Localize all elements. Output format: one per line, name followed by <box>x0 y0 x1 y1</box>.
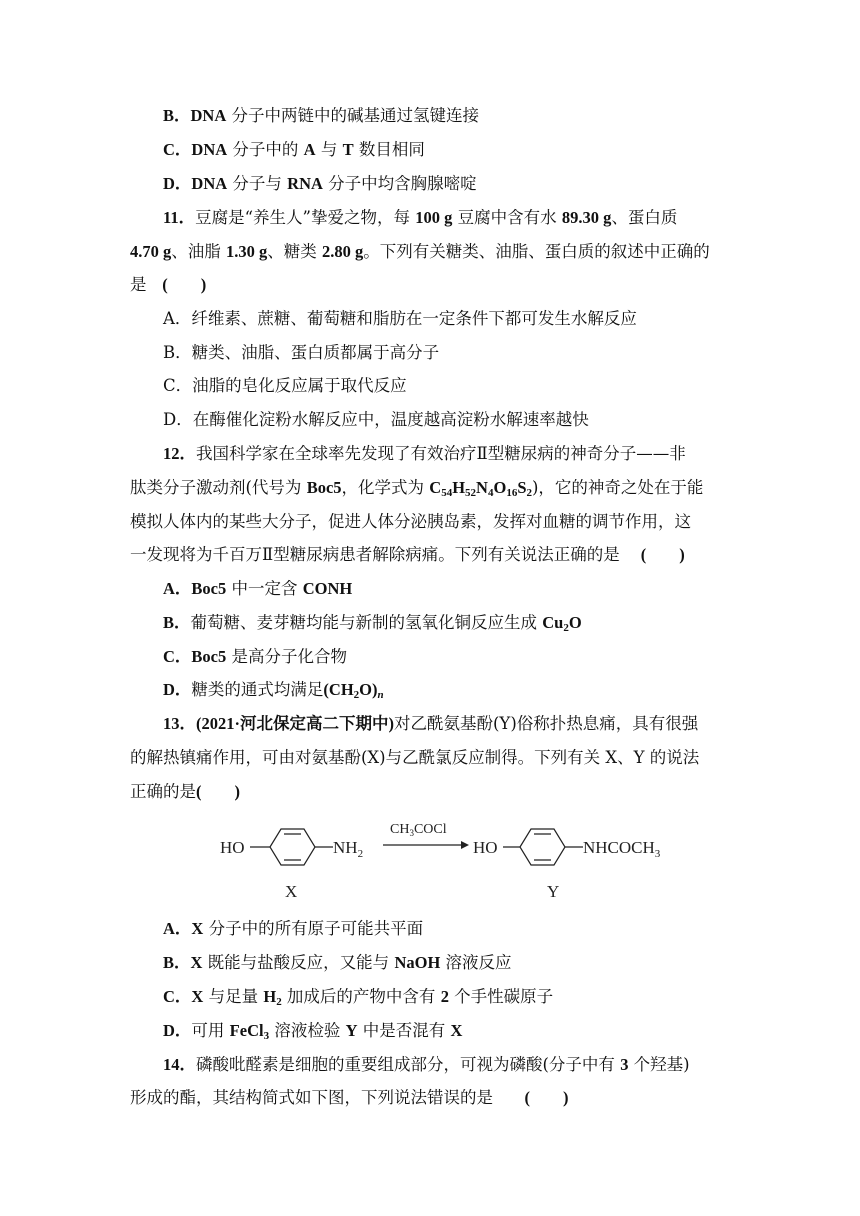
reaction-scheme <box>215 815 695 907</box>
q13-stem-line1: 13．(2021·河北保定高二下期中)对乙酰氨基酚(Y)俗称扑热息痛，具有很强 <box>163 714 699 733</box>
hydroxyl-label-x: HO <box>220 838 245 857</box>
label-x: X <box>285 882 298 901</box>
q10-option-c: C．DNA 分子中的 A 与 T 数目相同 <box>163 140 425 159</box>
answer-paren: ( ) <box>196 782 240 801</box>
q12-stem-line3: 模拟人体内的某些大分子，促进人体分泌胰岛素，发挥对血糖的调节作用，这 <box>130 512 691 531</box>
acetamido-label: $NHCOCH_3$ <box>583 838 661 860</box>
q13-option-c: C．X 与足量 $H_2$ 加成后的产物中含有 2 个手性碳原子 <box>163 987 554 1008</box>
answer-paren: ( ) <box>524 1088 569 1107</box>
q13-stem-line3: 正确的是( ) <box>130 782 240 801</box>
question-source: (2021·河北保定高二下期中) <box>196 714 394 733</box>
q12-option-b: B．葡萄糖、麦芽糖均能与新制的氢氧化铜反应生成 $Cu_2O$ <box>163 613 582 634</box>
q12-stem-line1: 12．我国科学家在全球率先发现了有效治疗Ⅱ型糖尿病的神奇分子——非 <box>163 444 686 463</box>
q12-stem-line2: 肽类分子激动剂(代号为 Boc5，化学式为 $C_{54}H_{52}N_4O_{16}S_2$)，它的神奇之处在于能 <box>130 478 704 499</box>
answer-paren: ( ) <box>162 275 207 294</box>
hydroxyl-label-y: HO <box>473 838 498 857</box>
benzene-ring-y <box>520 829 565 865</box>
q11-stem-line2: 4.70 g、油脂 1.30 g、糖类 2.80 g。下列有关糖类、油脂、蛋白质的叙述中正确的 <box>130 242 710 261</box>
q11-option-a: A．纤维素、蔗糖、葡萄糖和脂肪在一定条件下都可发生水解反应 <box>163 309 637 328</box>
q11-stem-line1: 11．豆腐是“养生人”挚爱之物，每 100 g 豆腐中含有水 89.30 g、蛋白质 <box>163 208 678 227</box>
q11-option-b: B．糖类、油脂、蛋白质都属于高分子 <box>163 343 440 362</box>
q11-option-c: C．油脂的皂化反应属于取代反应 <box>163 376 407 395</box>
answer-paren: ( ) <box>640 545 685 564</box>
q14-stem-line1: 14．磷酸吡醛素是细胞的重要组成部分，可视为磷酸(分子中有 3 个羟基) <box>163 1055 690 1074</box>
q13-option-d: D．可用 FeCl$_3$ 溶液检验 Y 中是否混有 X <box>163 1021 463 1042</box>
q11-stem-line3: 是 ( ) <box>130 275 207 294</box>
q13-stem-line2: 的解热镇痛作用，可由对氨基酚(X)与乙酰氯反应制得。下列有关 X、Y 的说法 <box>130 748 700 767</box>
reaction-arrow <box>383 841 469 849</box>
label-y: Y <box>547 882 560 901</box>
q12-option-a: A．Boc5 中一定含 CONH <box>163 579 353 598</box>
q12-option-d: D．糖类的通式均满足$(CH_2O)_n$ <box>163 680 384 701</box>
q11-option-d: D．在酶催化淀粉水解反应中，温度越高淀粉水解速率越快 <box>163 410 589 429</box>
q10-option-d: D．DNA 分子与 RNA 分子中均含胸腺嘧啶 <box>163 174 477 193</box>
amino-label: $NH_2$ <box>333 838 364 860</box>
benzene-ring-x <box>270 829 315 865</box>
q12-option-c: C．Boc5 是高分子化合物 <box>163 647 348 666</box>
q10-option-b: B．DNA 分子中两链中的碱基通过氢键连接 <box>163 106 480 125</box>
chemical-formula: $C_{54}H_{52}N_4O_{16}S_2$ <box>429 478 532 499</box>
q12-stem-line4: 一发现将为千百万Ⅱ型糖尿病患者解除病痛。下列有关说法正确的是 ( ) <box>130 545 685 564</box>
q14-stem-line2: 形成的酯，其结构简式如下图，下列说法错误的是 ( ) <box>130 1088 569 1107</box>
q13-option-b: B．X 既能与盐酸反应，又能与 NaOH 溶液反应 <box>163 953 512 972</box>
q13-option-a: A．X 分子中的所有原子可能共平面 <box>163 919 424 938</box>
reagent-label: $CH_3COCl$ <box>390 822 447 838</box>
